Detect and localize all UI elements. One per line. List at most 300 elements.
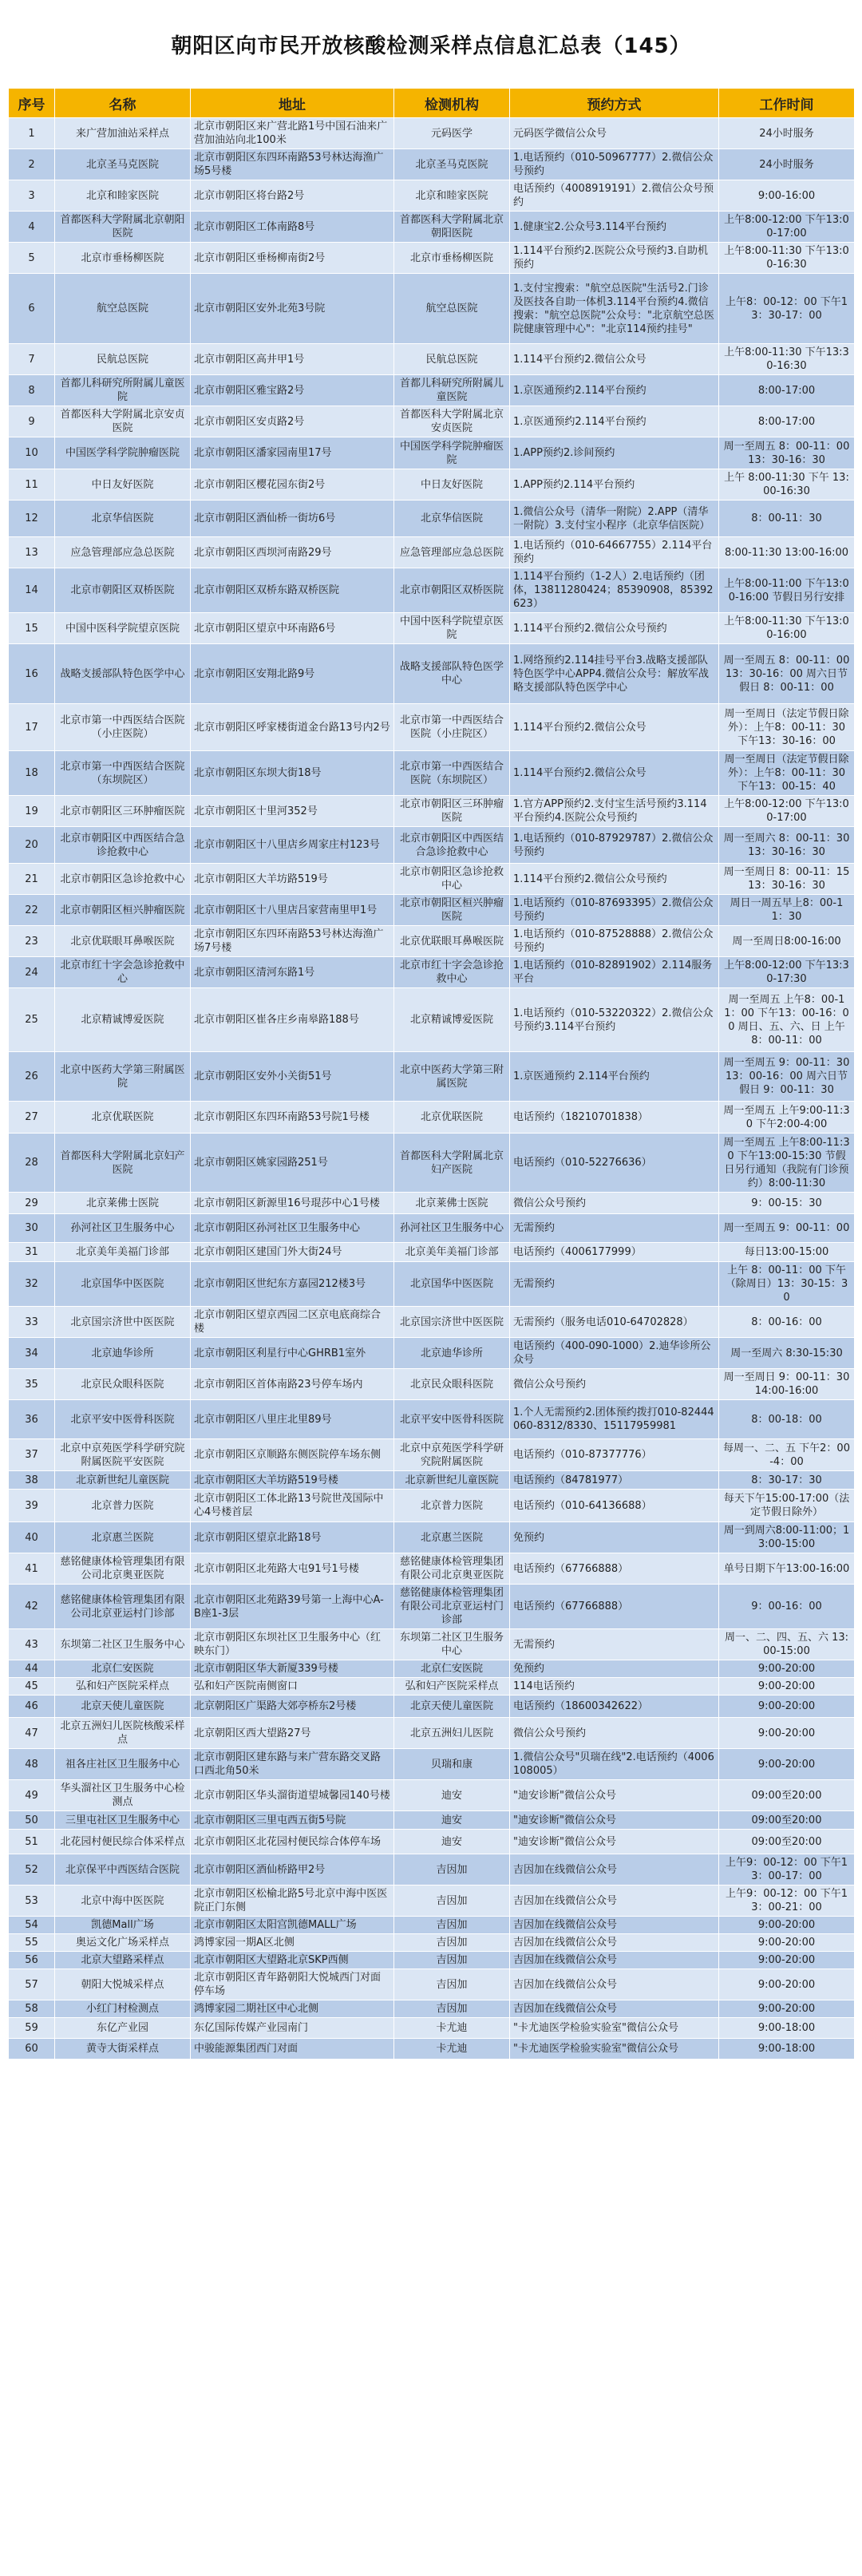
cell-name: 北京圣马克医院 (55, 149, 191, 180)
table-row (9, 344, 855, 375)
cell-name: 北京市红十字会急诊抢救中心 (55, 957, 191, 988)
cell-hours: 周一到周六8:00-11:00；13:00-15:00 (719, 1522, 855, 1553)
cell-agency: 北京迪华诊所 (394, 1338, 510, 1369)
table-row (9, 1102, 855, 1134)
cell-name: 北京中海中医医院 (55, 1886, 191, 1917)
table-row (9, 1052, 855, 1102)
table-row (9, 644, 855, 704)
cell-booking: 电话预约（010-52276636） (510, 1134, 719, 1193)
table-row (9, 118, 855, 149)
cell-booking: 1.网络预约2.114挂号平台3.战略支援部队特色医学中心APP4.微信公众号：解放军战略支援部队特色医学中心 (510, 644, 719, 704)
cell-address: 北京市朝阳区三里屯西五街5号院 (191, 1811, 394, 1830)
cell-address: 北京市朝阳区华头溜街道望城馨园140号楼 (191, 1780, 394, 1811)
cell-index: 27 (9, 1102, 55, 1134)
cell-booking: 1.电话预约（010-50967777）2.微信公众号预约 (510, 149, 719, 180)
table-row (9, 1193, 855, 1214)
header-index: 序号 (9, 89, 55, 118)
cell-hours: 周一、二、四、五、六 13:00-15:00 (719, 1629, 855, 1660)
cell-address: 北京市朝阳区将台路2号 (191, 180, 394, 212)
cell-index: 14 (9, 568, 55, 613)
cell-index: 22 (9, 895, 55, 926)
cell-booking: 114电话预约 (510, 1678, 719, 1696)
cell-index: 35 (9, 1369, 55, 1400)
cell-booking: 1.114平台预约2.微信公众号 (510, 704, 719, 751)
cell-agency: 孙河社区卫生服务中心 (394, 1214, 510, 1243)
cell-agency: 吉因加 (394, 1886, 510, 1917)
cell-address: 北京市朝阳区十八里店乡周家庄村123号 (191, 827, 394, 864)
cell-hours: 8：00-16：00 (719, 1307, 855, 1338)
cell-address: 北京市朝阳区建国门外大街24号 (191, 1243, 394, 1262)
cell-index: 26 (9, 1052, 55, 1102)
cell-agency: 北京市红十字会急诊抢救中心 (394, 957, 510, 988)
cell-booking: 电话预约（18600342622） (510, 1696, 719, 1718)
cell-index: 17 (9, 704, 55, 751)
cell-hours: 上午 8：00-11：00 下午（除周日）13：30-15：30 (719, 1262, 855, 1307)
cell-hours: 周一至周五 8：00-11：00 13：30-16：30 (719, 437, 855, 469)
cell-name: 北京和睦家医院 (55, 180, 191, 212)
cell-hours: 9:00-16:00 (719, 180, 855, 212)
cell-booking: 1.官方APP预约2.支付宝生活号预约3.114平台预约4.医院公众号预约 (510, 796, 719, 827)
cell-agency: 吉因加 (394, 1969, 510, 2000)
cell-index: 45 (9, 1678, 55, 1696)
cell-index: 4 (9, 212, 55, 243)
cell-address: 北京市朝阳区双桥东路双桥医院 (191, 568, 394, 613)
cell-name: 北京中京苑医学科学研究院附属医院平安医院 (55, 1439, 191, 1471)
table-row (9, 1400, 855, 1439)
cell-name: 奥运文化广场采样点 (55, 1934, 191, 1952)
table-row (9, 501, 855, 537)
cell-agency: 北京市第一中西医结合医院（东坝院区） (394, 751, 510, 796)
cell-name: 三里屯社区卫生服务中心 (55, 1811, 191, 1830)
cell-agency: 北京市垂杨柳医院 (394, 243, 510, 274)
cell-booking: 吉因加在线微信公众号 (510, 1854, 719, 1886)
cell-booking: 1.114平台预约2.微信公众号 (510, 751, 719, 796)
cell-index: 44 (9, 1660, 55, 1678)
cell-name: 北京惠兰医院 (55, 1522, 191, 1553)
cell-index: 33 (9, 1307, 55, 1338)
table-row (9, 1749, 855, 1780)
cell-agency: 迪安 (394, 1830, 510, 1854)
cell-hours: 周一至周日 9：00-11：30 14:00-16:00 (719, 1369, 855, 1400)
cell-agency: 首都儿科研究所附属儿童医院 (394, 375, 510, 406)
cell-index: 55 (9, 1934, 55, 1952)
cell-agency: 北京市朝阳区桓兴肿瘤医院 (394, 895, 510, 926)
table-row (9, 1553, 855, 1585)
cell-index: 41 (9, 1553, 55, 1585)
cell-index: 11 (9, 469, 55, 501)
cell-hours: 9:00-20:00 (719, 1660, 855, 1678)
cell-name: 北京天使儿童医院 (55, 1696, 191, 1718)
cell-booking: 吉因加在线微信公众号 (510, 2000, 719, 2018)
header-address: 地址 (191, 89, 394, 118)
cell-name: 北京五洲妇儿医院核酸采样点 (55, 1718, 191, 1749)
table-row (9, 568, 855, 613)
cell-index: 30 (9, 1214, 55, 1243)
cell-hours: 周一至周五 9：00-11：30 13：00-16：00 周六日节假日 9：00-11：30 (719, 1052, 855, 1102)
cell-booking: 无需预约（服务电话010-64702828） (510, 1307, 719, 1338)
cell-address: 北京市朝阳区大望路北京SKP西侧 (191, 1952, 394, 1969)
cell-hours: 9:00-20:00 (719, 1749, 855, 1780)
cell-index: 25 (9, 988, 55, 1052)
cell-hours: 09:00至20:00 (719, 1780, 855, 1811)
cell-agency: 北京市第一中西医结合医院（小庄院区） (394, 704, 510, 751)
cell-agency: 北京中京苑医学科学研究院附属医院 (394, 1439, 510, 1471)
cell-agency: 北京国宗济世中医医院 (394, 1307, 510, 1338)
cell-address: 北京市朝阳区工体南路8号 (191, 212, 394, 243)
cell-hours: 上午8:00-12:00 下午13:00-17:00 (719, 212, 855, 243)
cell-name: 北京市第一中西医结合医院（东坝院区） (55, 751, 191, 796)
cell-name: 北京优联医院 (55, 1102, 191, 1134)
cell-address: 北京市朝阳区雅宝路2号 (191, 375, 394, 406)
cell-index: 24 (9, 957, 55, 988)
cell-name: 北京精诚博爱医院 (55, 988, 191, 1052)
cell-address: 北京市朝阳区东坝社区卫生服务中心（红映东门） (191, 1629, 394, 1660)
cell-name: 中日友好医院 (55, 469, 191, 501)
cell-name: 北花园村便民综合体采样点 (55, 1830, 191, 1854)
cell-address: 北京市朝阳区垂杨柳南街2号 (191, 243, 394, 274)
cell-hours: 09:00至20:00 (719, 1830, 855, 1854)
cell-index: 23 (9, 926, 55, 957)
cell-booking: 1.114平台预约2.微信公众号预约 (510, 613, 719, 644)
cell-hours: 8：30-17：30 (719, 1471, 855, 1490)
cell-hours: 09:00至20:00 (719, 1811, 855, 1830)
table-row (9, 212, 855, 243)
cell-address: 北京市朝阳区东坝大街18号 (191, 751, 394, 796)
cell-booking: 1.APP预约2.诊间预约 (510, 437, 719, 469)
cell-name: 北京新世纪儿童医院 (55, 1471, 191, 1490)
cell-index: 53 (9, 1886, 55, 1917)
cell-address: 北京市朝阳区东四环南路53号院1号楼 (191, 1102, 394, 1134)
cell-index: 10 (9, 437, 55, 469)
cell-name: 凯德Mall广场 (55, 1917, 191, 1934)
cell-index: 2 (9, 149, 55, 180)
table-row (9, 1629, 855, 1660)
cell-hours: 单号日期下午13:00-16:00 (719, 1553, 855, 1585)
cell-address: 北京市朝阳区北苑路39号第一上海中心A-B座1-3层 (191, 1585, 394, 1629)
cell-name: 东亿产业园 (55, 2018, 191, 2039)
cell-index: 32 (9, 1262, 55, 1307)
cell-index: 51 (9, 1830, 55, 1854)
cell-agency: 北京惠兰医院 (394, 1522, 510, 1553)
cell-index: 43 (9, 1629, 55, 1660)
cell-name: 首都医科大学附属北京妇产医院 (55, 1134, 191, 1193)
table-row (9, 1886, 855, 1917)
cell-index: 37 (9, 1439, 55, 1471)
cell-agency: 北京美年美福门诊部 (394, 1243, 510, 1262)
cell-name: 北京民众眼科医院 (55, 1369, 191, 1400)
cell-name: 应急管理部应急总医院 (55, 537, 191, 568)
cell-agency: 弘和妇产医院采样点 (394, 1678, 510, 1696)
table-row (9, 957, 855, 988)
cell-hours: 上午9：00-12：00 下午13：00-17：00 (719, 1854, 855, 1886)
cell-address: 北京朝阳区西大望路27号 (191, 1718, 394, 1749)
table-row (9, 1678, 855, 1696)
cell-hours: 周一至周日（法定节假日除外）：上午8：00-11：30 下午13：00-15：40 (719, 751, 855, 796)
cell-hours: 8：00-18：00 (719, 1400, 855, 1439)
cell-booking: 1.京医通预约 2.114平台预约 (510, 1052, 719, 1102)
cell-index: 16 (9, 644, 55, 704)
cell-agency: 北京市朝阳区中西医结合急诊抢救中心 (394, 827, 510, 864)
cell-agency: 北京国华中医医院 (394, 1262, 510, 1307)
cell-hours: 周一至周五 上午9:00-11:30 下午2:00-4:00 (719, 1102, 855, 1134)
cell-address: 北京市朝阳区望京中环南路6号 (191, 613, 394, 644)
table-row (9, 1952, 855, 1969)
table-row (9, 1522, 855, 1553)
cell-hours: 上午8:00-12:00 下午13:00-17:00 (719, 796, 855, 827)
table-row (9, 796, 855, 827)
cell-agency: 北京平安中医骨科医院 (394, 1400, 510, 1439)
cell-name: 北京市第一中西医结合医院（小庄医院） (55, 704, 191, 751)
cell-booking: "卡尤迪医学检验实验室"微信公众号 (510, 2039, 719, 2060)
cell-hours: 周一至周日 8：00-11：15 13：30-16：30 (719, 864, 855, 895)
cell-address: 北京市朝阳区孙河社区卫生服务中心 (191, 1214, 394, 1243)
cell-index: 7 (9, 344, 55, 375)
cell-address: 北京市朝阳区安外小关街51号 (191, 1052, 394, 1102)
cell-index: 49 (9, 1780, 55, 1811)
cell-name: 华头溜社区卫生服务中心检测点 (55, 1780, 191, 1811)
cell-booking: 1.114平台预约2.微信公众号 (510, 344, 719, 375)
cell-address: 北京市朝阳区安翔北路9号 (191, 644, 394, 704)
cell-address: 北京市朝阳区松榆北路5号北京中海中医医院正门东侧 (191, 1886, 394, 1917)
cell-booking: 1.APP预约2.114平台预约 (510, 469, 719, 501)
cell-hours: 9：00-15：30 (719, 1193, 855, 1214)
page-title: 朝阳区向市民开放核酸检测采样点信息汇总表（145） (171, 34, 691, 58)
cell-agency: 北京和睦家医院 (394, 180, 510, 212)
cell-booking: 1.电话预约（010-64667755）2.114平台预约 (510, 537, 719, 568)
cell-hours: 9:00-18:00 (719, 2039, 855, 2060)
cell-booking: "迪安诊断"微信公众号 (510, 1830, 719, 1854)
cell-booking: 电话预约（4008919191）2.微信公众号预约 (510, 180, 719, 212)
cell-name: 孙河社区卫生服务中心 (55, 1214, 191, 1243)
cell-name: 北京国华中医医院 (55, 1262, 191, 1307)
cell-booking: 1.114平台预约2.微信公众号预约 (510, 864, 719, 895)
cell-address: 北京市朝阳区崔各庄乡南皋路188号 (191, 988, 394, 1052)
table-row (9, 1696, 855, 1718)
cell-index: 28 (9, 1134, 55, 1193)
cell-address: 北京市朝阳区姚家园路251号 (191, 1134, 394, 1193)
cell-name: 慈铭健康体检管理集团有限公司北京亚运村门诊部 (55, 1585, 191, 1629)
cell-index: 12 (9, 501, 55, 537)
cell-booking: 元码医学微信公众号 (510, 118, 719, 149)
cell-agency: 北京优联眼耳鼻喉医院 (394, 926, 510, 957)
cell-address: 北京市朝阳区首体南路23号停车场内 (191, 1369, 394, 1400)
cell-hours: 上午 8:00-11:30 下午 13:00-16:30 (719, 469, 855, 501)
cell-name: 北京保平中西医结合医院 (55, 1854, 191, 1886)
cell-index: 5 (9, 243, 55, 274)
cell-address: 弘和妇产医院南侧窗口 (191, 1678, 394, 1696)
table-row (9, 1934, 855, 1952)
cell-index: 48 (9, 1749, 55, 1780)
cell-index: 21 (9, 864, 55, 895)
table-row (9, 1780, 855, 1811)
cell-hours: 9:00-20:00 (719, 1718, 855, 1749)
cell-address: 北京市朝阳区青年路朝阳大悦城西门对面停车场 (191, 1969, 394, 2000)
cell-hours: 上午8:00-11:00 下午13:00-16:00 节假日另行安排 (719, 568, 855, 613)
cell-agency: 北京新世纪儿童医院 (394, 1471, 510, 1490)
cell-hours: 每天下午15:00-17:00（法定节假日除外） (719, 1490, 855, 1522)
cell-hours: 周一至周五 上午8:00-11:30 下午13:00-15:30 节假日另行通知（我院有门诊预约）8:00-11:30 (719, 1134, 855, 1193)
cell-booking: 电话预约（67766888） (510, 1553, 719, 1585)
cell-address: 北京市朝阳区酒仙桥一街坊6号 (191, 501, 394, 537)
cell-booking: 无需预约 (510, 1214, 719, 1243)
cell-agency: 航空总医院 (394, 274, 510, 344)
cell-address: 北京市朝阳区华大新厦339号楼 (191, 1660, 394, 1678)
cell-index: 15 (9, 613, 55, 644)
table-row (9, 537, 855, 568)
cell-name: 航空总医院 (55, 274, 191, 344)
cell-booking: 1.电话预约（010-87528888）2.微信公众号预约 (510, 926, 719, 957)
table-row (9, 469, 855, 501)
cell-hours: 9:00-20:00 (719, 1917, 855, 1934)
cell-booking: 无需预约 (510, 1262, 719, 1307)
cell-name: 北京市朝阳区双桥医院 (55, 568, 191, 613)
cell-booking: 吉因加在线微信公众号 (510, 1917, 719, 1934)
cell-address: 东亿国际传媒产业园南门 (191, 2018, 394, 2039)
cell-index: 54 (9, 1917, 55, 1934)
cell-name: 黄寺大街采样点 (55, 2039, 191, 2060)
cell-booking: 无需预约 (510, 1629, 719, 1660)
cell-index: 34 (9, 1338, 55, 1369)
cell-hours: 8:00-11:30 13:00-16:00 (719, 537, 855, 568)
cell-address: 北京市朝阳区安外北苑3号院 (191, 274, 394, 344)
table-row (9, 2039, 855, 2060)
cell-hours: 周一至周五 8：00-11：00 13：30-16：00 周六日节假日 8：00-11：00 (719, 644, 855, 704)
cell-index: 39 (9, 1490, 55, 1522)
cell-booking: 电话预约（67766888） (510, 1585, 719, 1629)
cell-agency: 首都医科大学附属北京安贞医院 (394, 406, 510, 437)
cell-booking: 电话预约（010-64136688） (510, 1490, 719, 1522)
table-row (9, 1338, 855, 1369)
cell-address: 北京市朝阳区工体北路13号院世茂国际中心4号楼首层 (191, 1490, 394, 1522)
cell-index: 20 (9, 827, 55, 864)
cell-agency: 吉因加 (394, 1917, 510, 1934)
cell-booking: 免预约 (510, 1660, 719, 1678)
cell-booking: 免预约 (510, 1522, 719, 1553)
table-row (9, 2018, 855, 2039)
cell-name: 民航总医院 (55, 344, 191, 375)
table-header-row (9, 89, 855, 118)
table-row (9, 926, 855, 957)
cell-address: 北京市朝阳区西坝河南路29号 (191, 537, 394, 568)
cell-name: 北京仁安医院 (55, 1660, 191, 1678)
cell-name: 战略支援部队特色医学中心 (55, 644, 191, 704)
cell-name: 中国医学科学院肿瘤医院 (55, 437, 191, 469)
cell-name: 朝阳大悦城采样点 (55, 1969, 191, 2000)
cell-agency: 北京华信医院 (394, 501, 510, 537)
cell-booking: "迪安诊断"微信公众号 (510, 1811, 719, 1830)
cell-agency: 应急管理部应急总医院 (394, 537, 510, 568)
cell-hours: 上午8：00-12：00 下午13：30-17：00 (719, 274, 855, 344)
cell-name: 东坝第二社区卫生服务中心 (55, 1629, 191, 1660)
cell-agency: 北京民众眼科医院 (394, 1369, 510, 1400)
table-row (9, 1718, 855, 1749)
table-row (9, 1830, 855, 1854)
cell-agency: 北京市朝阳区双桥医院 (394, 568, 510, 613)
table-row (9, 613, 855, 644)
table-row (9, 375, 855, 406)
cell-booking: 1.微信公众号"贝瑞在线"2.电话预约（4006108005） (510, 1749, 719, 1780)
cell-booking: 吉因加在线微信公众号 (510, 1886, 719, 1917)
cell-index: 57 (9, 1969, 55, 2000)
table-row (9, 1917, 855, 1934)
cell-index: 3 (9, 180, 55, 212)
cell-address: 北京市朝阳区清河东路1号 (191, 957, 394, 988)
cell-booking: 微信公众号预约 (510, 1718, 719, 1749)
table-row (9, 2000, 855, 2018)
cell-address: 北京市朝阳区京顺路东侧医院停车场东侧 (191, 1439, 394, 1471)
table-row (9, 149, 855, 180)
cell-agency: 慈铭健康体检管理集团有限公司北京奥亚医院 (394, 1553, 510, 1585)
cell-booking: 吉因加在线微信公众号 (510, 1969, 719, 2000)
cell-name: 来广营加油站采样点 (55, 118, 191, 149)
cell-name: 北京国宗济世中医医院 (55, 1307, 191, 1338)
cell-hours: 每周一、二、五 下午2：00-4：00 (719, 1439, 855, 1471)
cell-name: 北京市朝阳区三环肿瘤医院 (55, 796, 191, 827)
table-row (9, 704, 855, 751)
cell-agency: 首都医科大学附属北京妇产医院 (394, 1134, 510, 1193)
cell-agency: 卡尤迪 (394, 2018, 510, 2039)
cell-index: 52 (9, 1854, 55, 1886)
cell-hours: 24小时服务 (719, 118, 855, 149)
cell-name: 北京迪华诊所 (55, 1338, 191, 1369)
cell-booking: 电话预约（18210701838） (510, 1102, 719, 1134)
cell-index: 13 (9, 537, 55, 568)
cell-hours: 24小时服务 (719, 149, 855, 180)
cell-address: 中骏能源集团西门对面 (191, 2039, 394, 2060)
table-row (9, 1811, 855, 1830)
cell-booking: "卡尤迪医学检验实验室"微信公众号 (510, 2018, 719, 2039)
cell-address: 北京市朝阳区潘家园南里17号 (191, 437, 394, 469)
cell-agency: 中日友好医院 (394, 469, 510, 501)
cell-index: 31 (9, 1243, 55, 1262)
cell-booking: 1.京医通预约2.114平台预约 (510, 406, 719, 437)
cell-hours: 每日13:00-15:00 (719, 1243, 855, 1262)
cell-name: 北京平安中医骨科医院 (55, 1400, 191, 1439)
cell-hours: 9:00-20:00 (719, 1952, 855, 1969)
cell-booking: 1.电话预约（010-87693395）2.微信公众号预约 (510, 895, 719, 926)
cell-hours: 上午8:00-12:00 下午13:30-17:30 (719, 957, 855, 988)
cell-booking: 1.电话预约（010-87929787）2.微信公众号预约 (510, 827, 719, 864)
table-row (9, 1490, 855, 1522)
cell-booking: 1.114平台预约（1-2人）2.电话预约（团体，13811280424；85390908，85392623） (510, 568, 719, 613)
cell-index: 1 (9, 118, 55, 149)
cell-hours: 9：00-16：00 (719, 1585, 855, 1629)
cell-name: 北京华信医院 (55, 501, 191, 537)
cell-name: 弘和妇产医院采样点 (55, 1678, 191, 1696)
cell-booking: 微信公众号预约 (510, 1369, 719, 1400)
cell-booking: 电话预约（400-090-1000）2.迪华诊所公众号 (510, 1338, 719, 1369)
cell-hours: 上午9：00-12：00 下午13：00-21：00 (719, 1886, 855, 1917)
cell-hours: 周一至周六 8：00-11：30 13：30-16：30 (719, 827, 855, 864)
cell-booking: 1.个人无需预约2.团体预约拨打010-82444060-8312/8330、15117959981 (510, 1400, 719, 1439)
cell-booking: 1.电话预约（010-82891902）2.114服务平台 (510, 957, 719, 988)
cell-address: 北京市朝阳区建东路与来广营东路交叉路口西北角50米 (191, 1749, 394, 1780)
cell-address: 北京市朝阳区酒仙桥路甲2号 (191, 1854, 394, 1886)
table-row (9, 751, 855, 796)
cell-agency: 吉因加 (394, 1952, 510, 1969)
table-row (9, 180, 855, 212)
cell-address: 北京市朝阳区高井甲1号 (191, 344, 394, 375)
cell-agency: 吉因加 (394, 1934, 510, 1952)
header-booking: 预约方式 (510, 89, 719, 118)
cell-agency: 迪安 (394, 1780, 510, 1811)
cell-agency: 北京五洲妇儿医院 (394, 1718, 510, 1749)
cell-agency: 北京市朝阳区急诊抢救中心 (394, 864, 510, 895)
cell-hours: 9:00-20:00 (719, 1678, 855, 1696)
cell-name: 祖各庄社区卫生服务中心 (55, 1749, 191, 1780)
cell-index: 29 (9, 1193, 55, 1214)
cell-name: 慈铭健康体检管理集团有限公司北京奥亚医院 (55, 1553, 191, 1585)
